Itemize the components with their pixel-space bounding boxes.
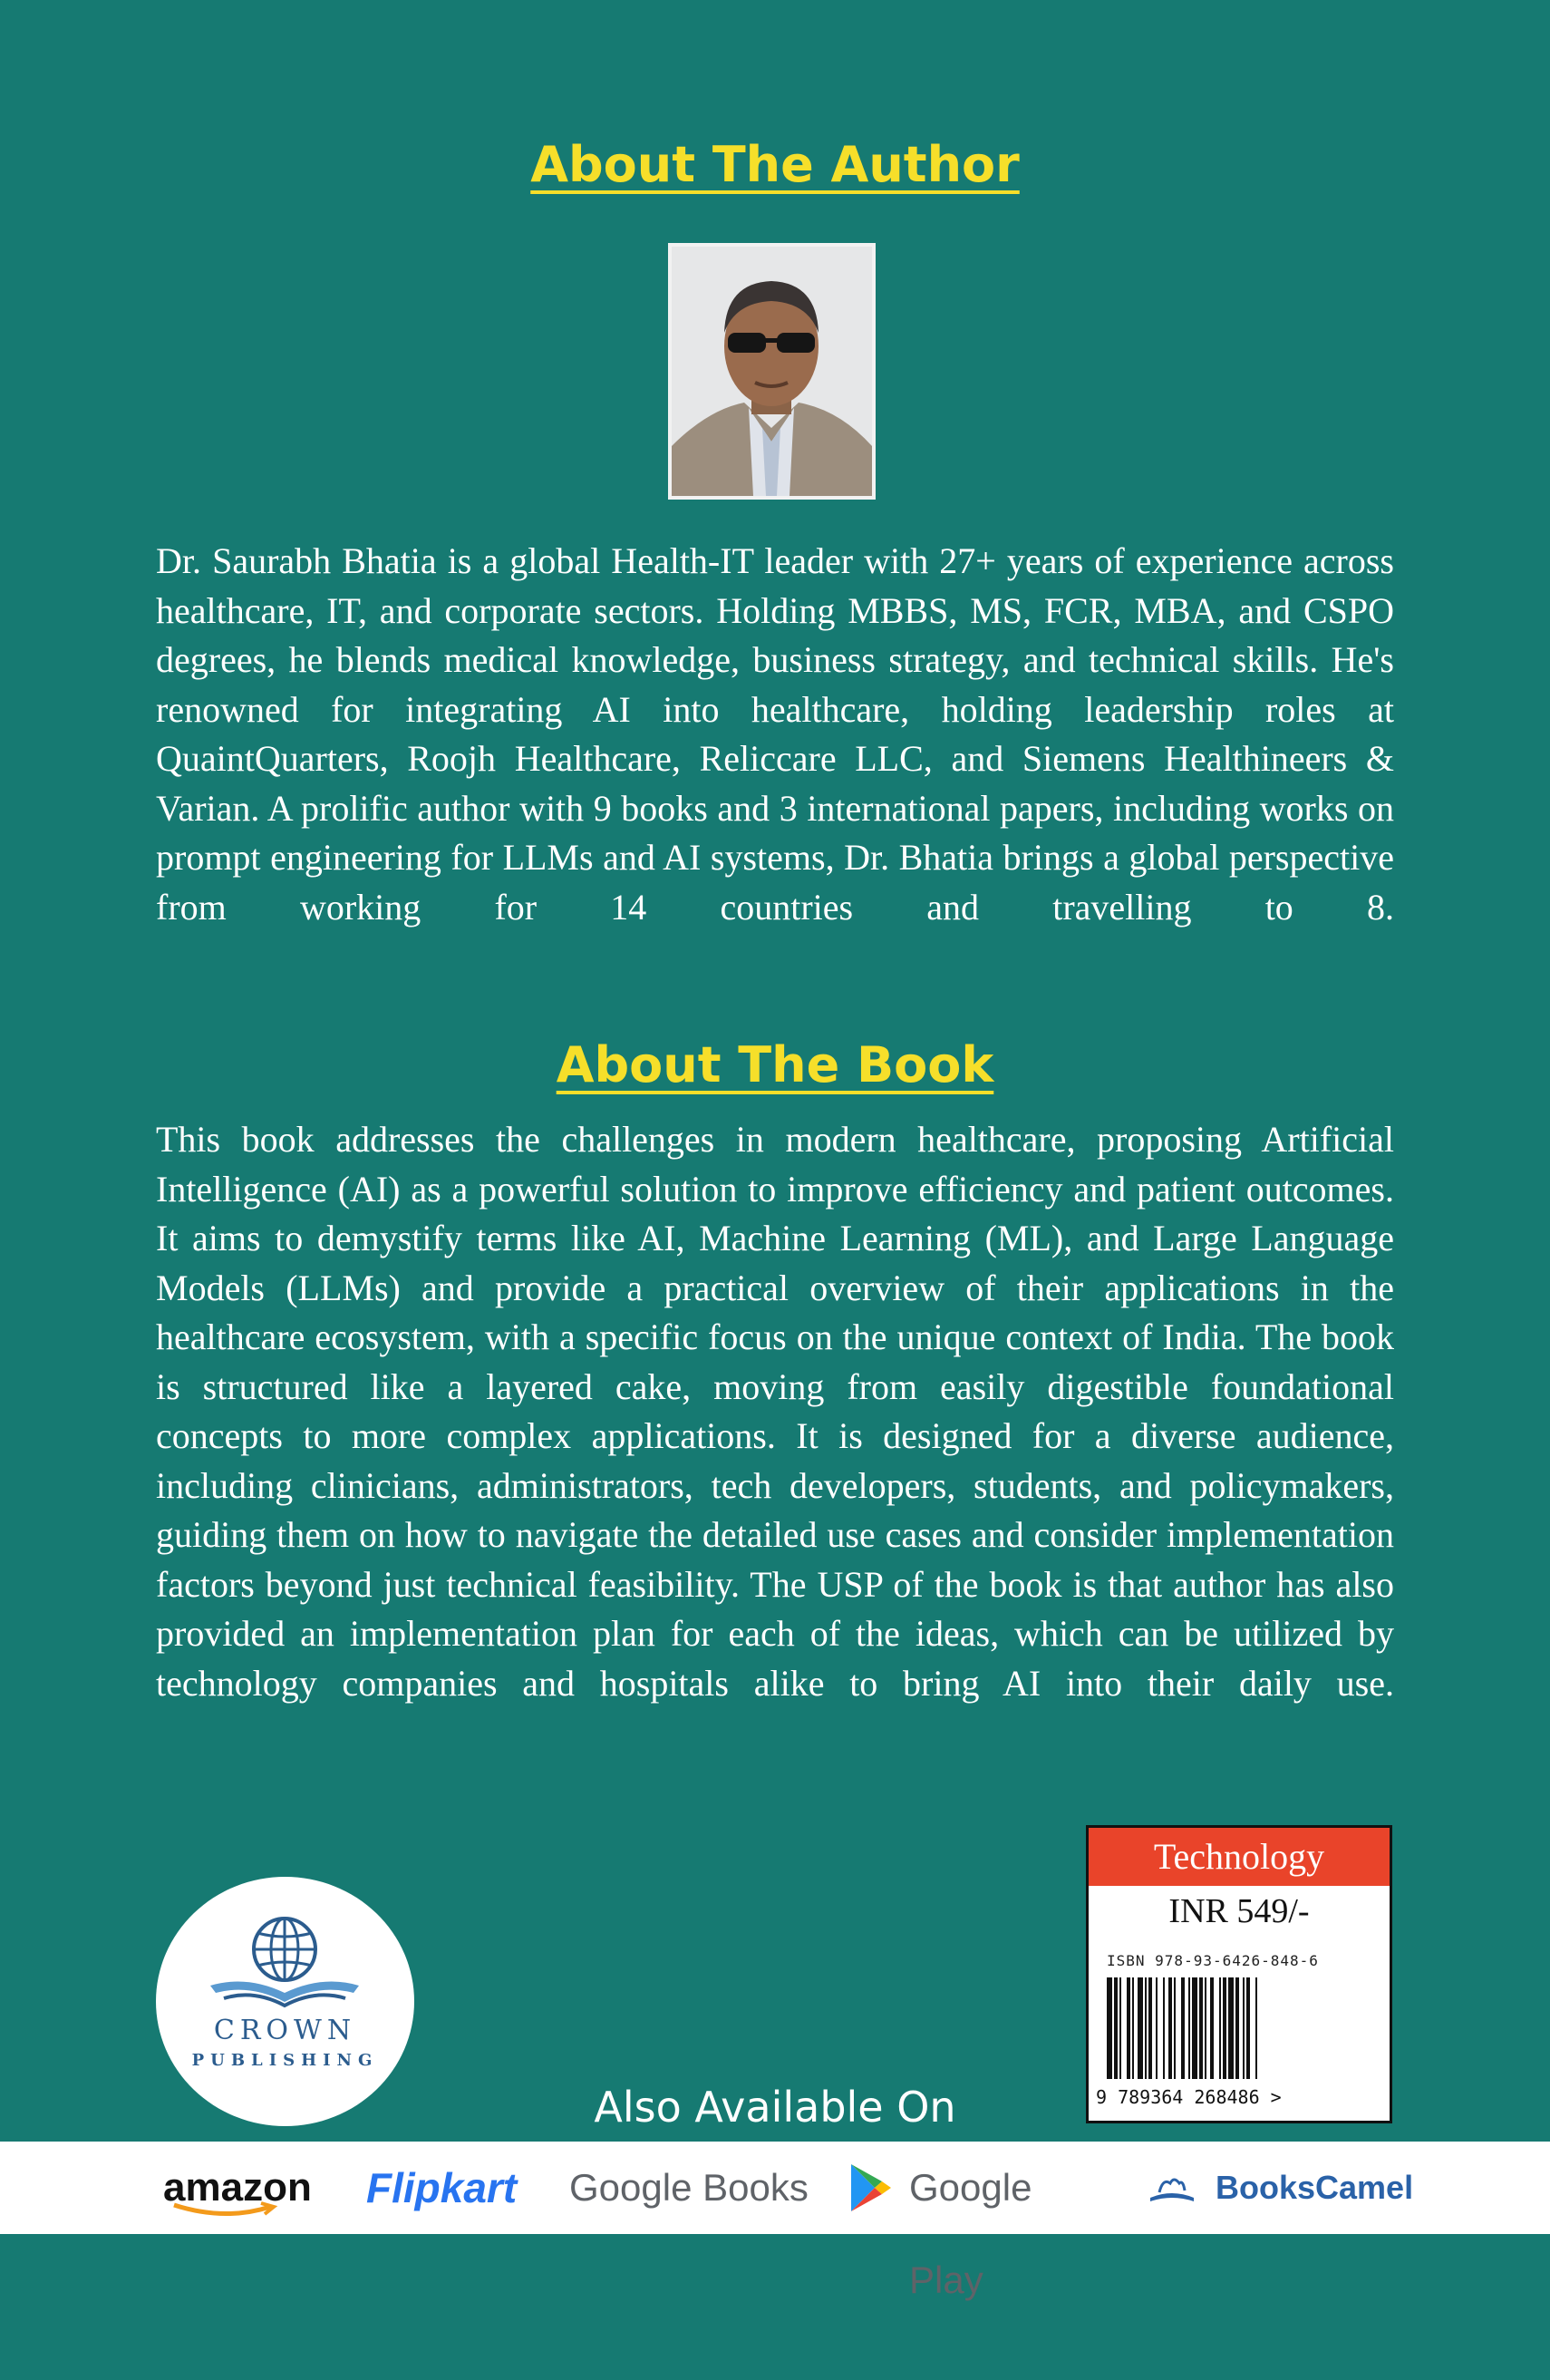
google-play-icon <box>848 2162 893 2213</box>
barcode-bar <box>1246 1977 1250 2079</box>
publisher-subtitle: PUBLISHING <box>191 2051 379 2070</box>
store-google-play: Google Play <box>909 2166 1032 2301</box>
barcode-bar <box>1119 1977 1121 2079</box>
barcode-bar <box>1145 1977 1147 2079</box>
author-photo <box>668 243 876 500</box>
camel-book-icon <box>1147 2171 1197 2207</box>
about-book-heading: About The Book <box>556 1036 994 1093</box>
barcode-bar <box>1228 1977 1234 2079</box>
barcode-bar <box>1138 1977 1143 2079</box>
barcode-bar <box>1148 1977 1152 2079</box>
store-amazon: amazon <box>163 2165 312 2210</box>
barcode-bar <box>1255 1977 1257 2079</box>
barcode-bar <box>1219 1977 1221 2079</box>
barcode-number: 9 789364 268486 > <box>1096 2086 1282 2108</box>
store-bookscamel: BooksCamel <box>1216 2169 1414 2206</box>
author-bio: Dr. Saurabh Bhatia is a global Health-IT leader with 27+ years of experience across healthcare, IT, and corporate sectors. Holding MBBS, MS, FCR, MBA, and CSPO degrees, he blends medical knowledge, business strategy, and technical skills. He's renowned for integrating AI into healthcare, holding leadership roles at QuaintQuarters, Roojh Healthcare, Reliccare LLC, and Siemens Healthineers & Varian. A prolific author with 9 books and 3 international papers, including works on prompt engineering for LLMs and AI systems, Dr. Bhatia brings a global perspective from working for 14 countries and travelling to 8. <box>156 540 1394 928</box>
barcode-bar <box>1188 1977 1190 2079</box>
publisher-name: CROWN <box>213 2015 357 2046</box>
bookscamel-logo <box>1147 2142 1414 2234</box>
barcode-bar <box>1107 1977 1112 2079</box>
store-logos-band <box>0 2142 1550 2301</box>
barcode-bar <box>1163 1977 1165 2079</box>
store-flipkart: Flipkart <box>366 2164 518 2211</box>
barcode-bar <box>1114 1977 1118 2079</box>
about-author-heading: About The Author <box>530 136 1020 193</box>
google-play-logo <box>848 2142 1110 2301</box>
barcode-bar <box>1174 1977 1176 2079</box>
barcode-bar <box>1199 1977 1203 2079</box>
price-barcode-box <box>1086 1825 1392 2123</box>
store-google-books: Google Books <box>569 2166 809 2209</box>
barcode-bar <box>1181 1977 1185 2079</box>
barcode-bar <box>1168 1977 1172 2079</box>
price-label: INR 549/- <box>1168 1892 1310 1930</box>
amazon-smile-icon <box>170 2201 279 2220</box>
barcode-graphic <box>1105 1977 1342 2079</box>
barcode-bar <box>1205 1977 1206 2079</box>
barcode-bar <box>1243 1977 1245 2079</box>
book-description: This book addresses the challenges in modern healthcare, proposing Artificial Intelligence (AI) as a powerful solution to improve efficiency and patient outcomes. It aims to demystify terms like AI, Machine Learning (ML), and Large Language Models (LLMs) and provide a practical overview of their applications in the healthcare ecosystem, with a specific focus on the unique context of India. The book is structured like a layered cake, moving from easily digestible foundational concepts to more complex applications. It is designed for a diverse audience, including clinicians, administrators, tech developers, students, and policymakers, guiding them on how to navigate the detailed use cases and consider implementation factors beyond just technical feasibility. The USP of the book is that author has also provided an implementation plan for each of the ideas, which can be utilized by technology companies and hospitals alike to bring AI into their daily use. <box>156 1119 1394 1704</box>
barcode-bar <box>1156 1977 1158 2079</box>
category-label: Technology <box>1089 1828 1390 1886</box>
author-portrait-image <box>672 247 872 496</box>
barcode-bar <box>1192 1977 1197 2079</box>
barcode-bar <box>1210 1977 1214 2079</box>
barcode-bar <box>1235 1977 1239 2079</box>
barcode-bar <box>1132 1977 1134 2079</box>
availability-label: Also Available On <box>594 2083 956 2132</box>
amazon-logo <box>163 2142 312 2234</box>
barcode-bar <box>1127 1977 1130 2079</box>
barcode-bar <box>1223 1977 1226 2079</box>
isbn-text: ISBN 978-93-6426-848-6 <box>1107 1952 1319 1969</box>
